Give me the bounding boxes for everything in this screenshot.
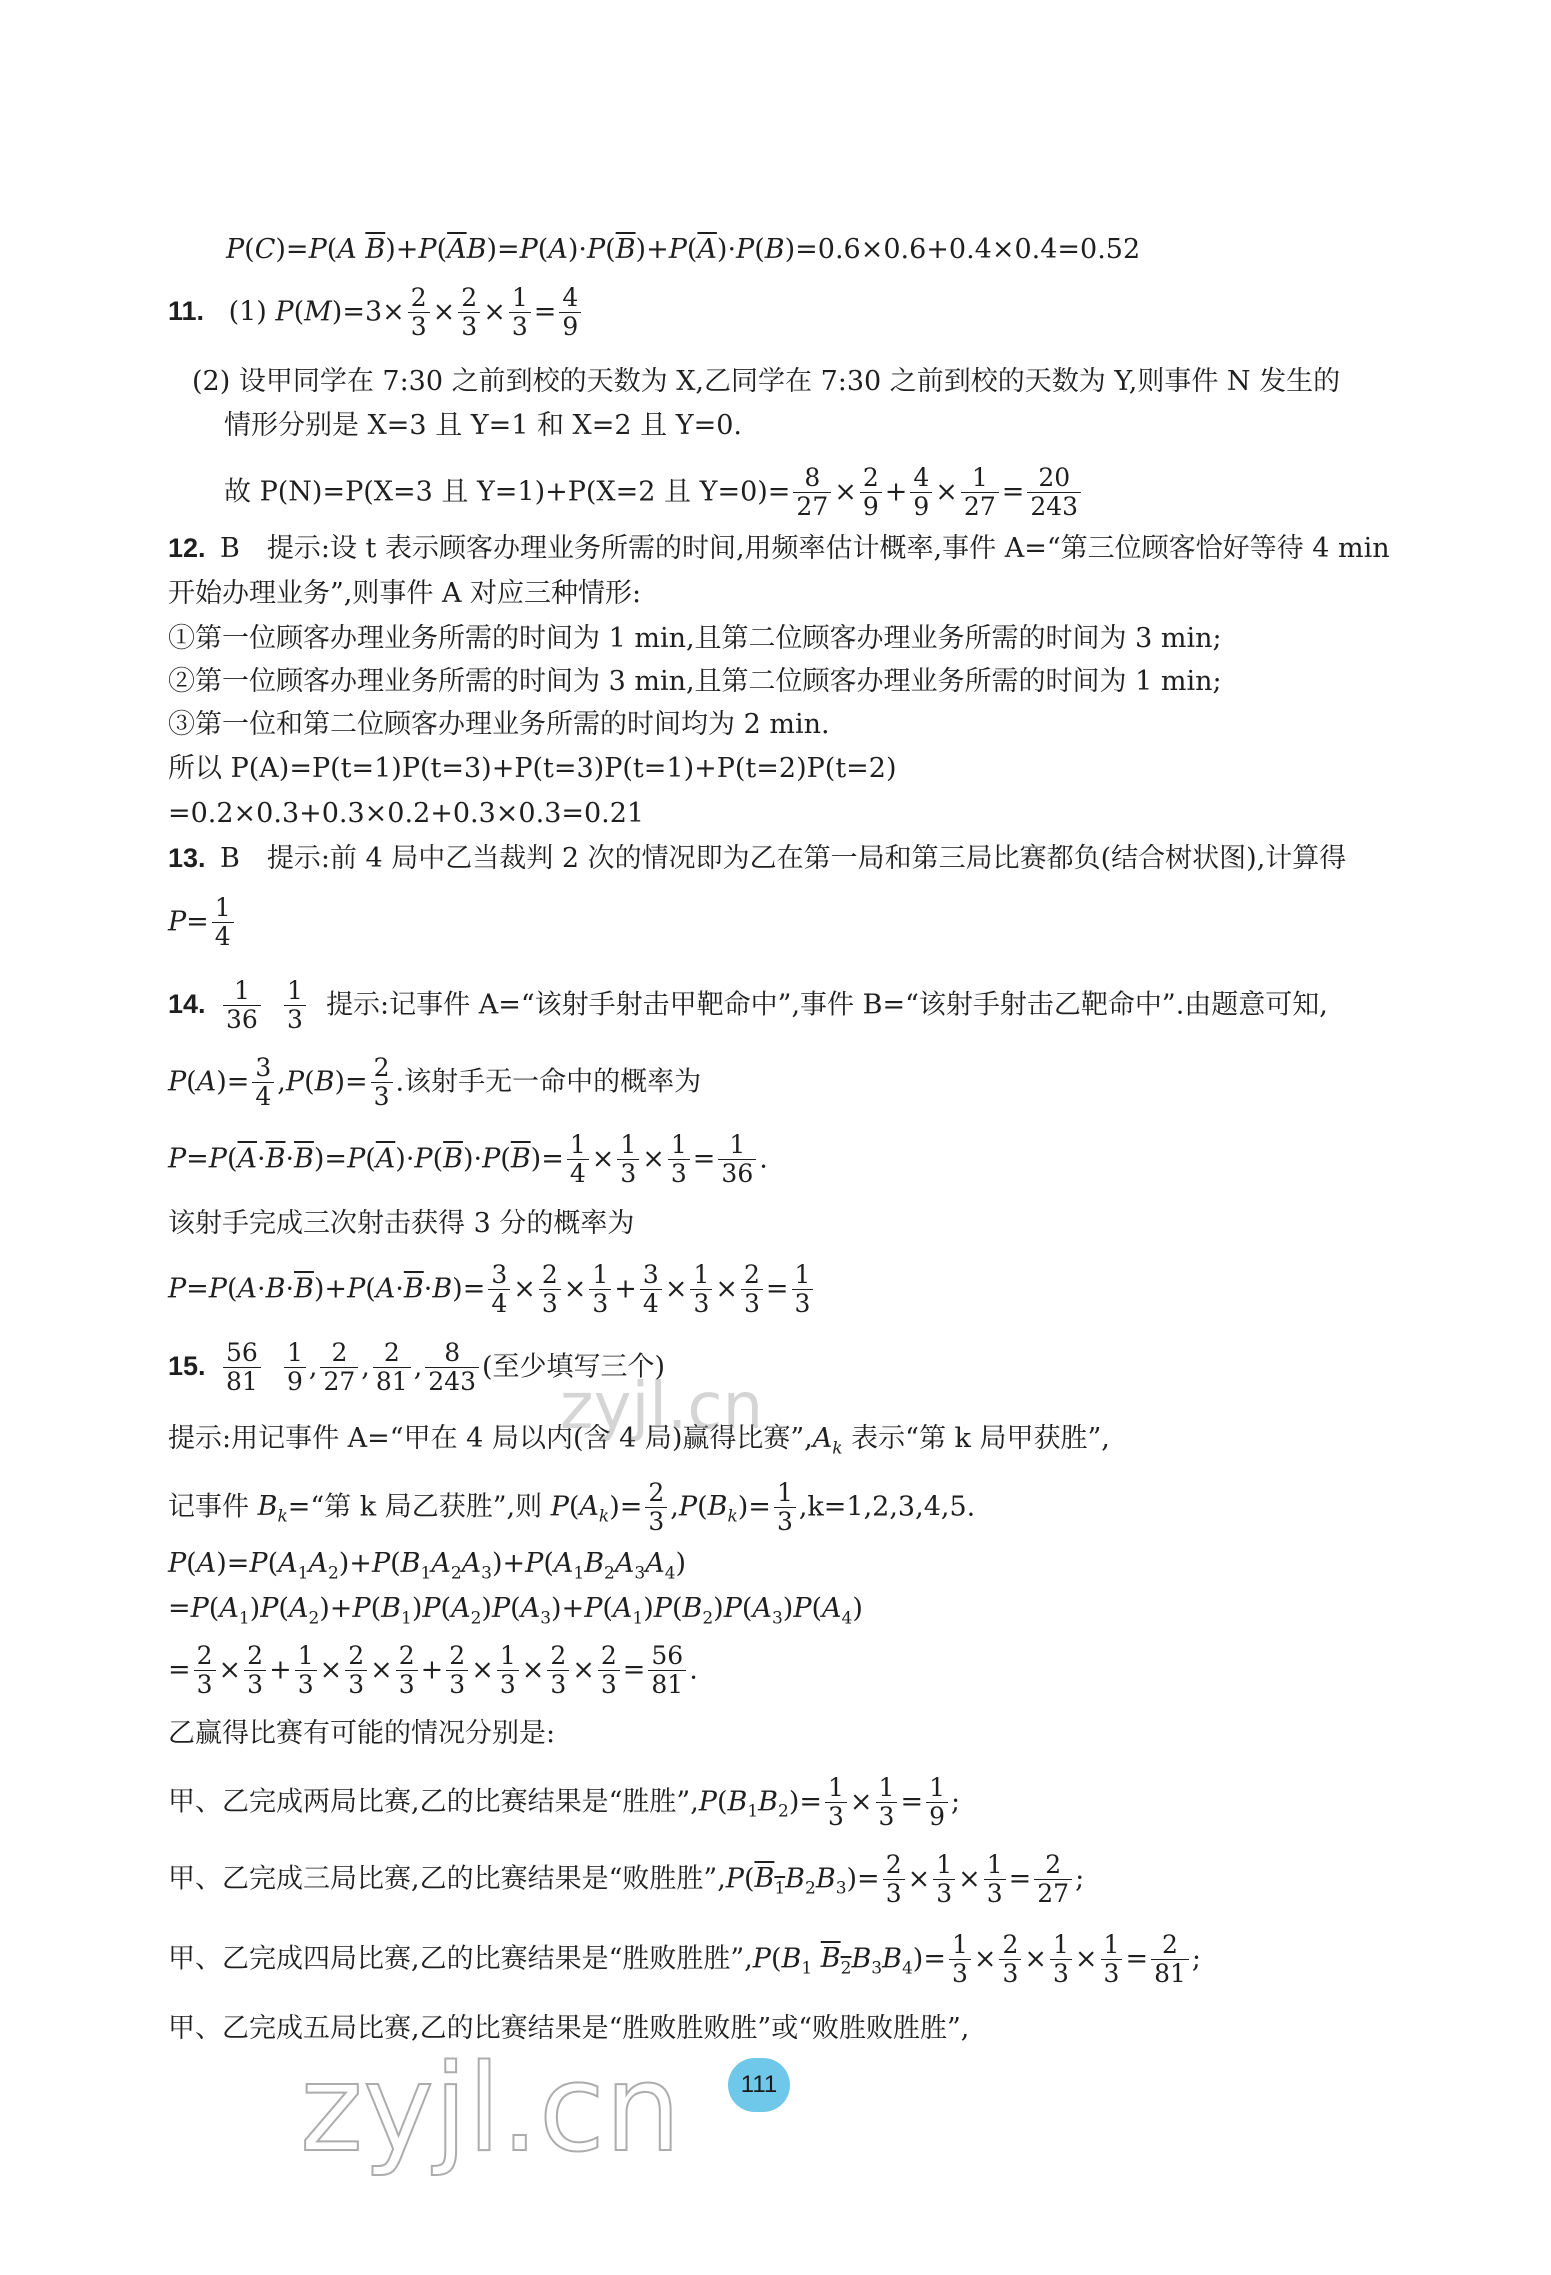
question-number: 15. bbox=[168, 1351, 206, 1382]
q15-hint-2-text: 记事件 bbox=[168, 1491, 249, 1523]
q14-a: 14. $\frac{1}{36}$ $\frac{1}{3}$ 提示:记事件 A=“该射手射击甲靶命中”,事件 B=“该射手射击乙靶命中”.由题意可知, bbox=[168, 976, 1328, 1035]
question-number: 13. bbox=[168, 843, 206, 873]
q15-case-4: 甲、乙完成五局比赛,乙的比赛结果是“胜败胜败胜”或“败胜败胜胜”, bbox=[168, 2013, 970, 2044]
question-number: 14. bbox=[168, 989, 206, 1020]
q12-c: ①第一位顾客办理业务所需的时间为 1 min,且第二位顾客办理业务所需的时间为 3 min; bbox=[168, 623, 1222, 654]
q15-pa-3: = $\frac{2}{3}$ × $\frac{2}{3}$ + $\frac{1}{3}$ × $\frac{2}{3}$ × $\frac{2}{3}$ + $\frac{2}{3}$ × $\frac{1}{3}$ × $\frac{2}{3}$ × $\frac{2}{3}$ = $\frac{56}{81}$ . bbox=[168, 1641, 698, 1700]
q14-d: 该射手完成三次射击获得 3 分的概率为 bbox=[168, 1208, 635, 1239]
q15-hint-1b: 表示“第 k 局甲获胜”, bbox=[851, 1423, 1110, 1454]
formula-pc: P(C)=P(A $\overline{B})+P(\overline{A}B)=P(A)\cdot P(\overline{B})+P(\overline{A})\cdot P(B)=0.6\times 0.6+0.4\times 0.4=0.52$ bbox=[226, 234, 1141, 265]
q11-part2-a: (2) 设甲同学在 7:30 之前到校的天数为 X,乙同学在 7:30 之前到校的天数为 Y,则事件 N 发生的 bbox=[192, 366, 1341, 397]
q15-hint-2b: =“第 k 局乙获胜”,则 bbox=[287, 1491, 543, 1523]
q14-e: $P=P(A\cdot B\cdot\overline{B})+P(A\cdot\overline{B}\cdot B)=$ $\frac{3}{4}$ × $\frac{2}{3}$ × $\frac{1}{3}$ + $\frac{3}{4}$ × $\frac{1}{3}$ × $\frac{2}{3}$ = $\frac{1}{3}$ bbox=[168, 1262, 816, 1318]
q15-pa-1: $P(A)=P(A_1A_2)+P(B_1A_2A_3)+P(A_1B_2A_3A_4)$ bbox=[168, 1548, 687, 1584]
q15-case-2-text: 甲、乙完成三局比赛,乙的比赛结果是“败胜胜”, bbox=[168, 1863, 726, 1895]
q14-b-text: .该射手无一命中的概率为 bbox=[395, 1066, 702, 1098]
q15-hint-2c: ,k=1,2,3,4,5. bbox=[798, 1491, 976, 1523]
q14-note: 提示:记事件 A=“该射手射击甲靶命中”,事件 B=“该射手射击乙靶命中”.由题意可知, bbox=[326, 989, 1328, 1021]
q14-c: $P=P(\overline{A}\cdot\overline{B}\cdot\overline{B})=P(\overline{A})\cdot P(\overline{B})\cdot P(\overline{B})=$ $\frac{1}{4}$ × $\frac{1}{3}$ × $\frac{1}{3}$ = $\frac{1}{36}$ . bbox=[168, 1130, 768, 1189]
q12-g: =0.2×0.3+0.3×0.2+0.3×0.3=0.21 bbox=[168, 798, 645, 829]
q12-a-text: B 提示:设 t 表示顾客办理业务所需的时间,用频率估计概率,事件 A=“第三位顾客恰好等待 4 min bbox=[220, 533, 1390, 564]
q13-a bbox=[168, 845, 1346, 872]
q15-a: 15. $\frac{56}{81}$ $\frac{1}{9}$ , $\frac{2}{27}$ , $\frac{2}{81}$ , $\frac{8}{243}$ (至少填写三个) bbox=[168, 1338, 666, 1397]
q15-note: (至少填写三个) bbox=[482, 1351, 666, 1383]
q15-hint-2: 记事件 $B_k=“$第 k 局乙获胜”,则 $P(A_k)=$ $\frac{2}{3}$ $,P(B_k)=$ $\frac{1}{3}$ ,k=1,2,3,4,5. bbox=[168, 1478, 976, 1537]
watermark-bottom: zyjl.cn bbox=[300, 2040, 681, 2179]
q12-b: 开始办理业务”,则事件 A 对应三种情形: bbox=[168, 578, 642, 609]
q15-case-2: 甲、乙完成三局比赛,乙的比赛结果是“败胜胜$”,P(B_1B_2B_3)=$ $\frac{2}{3}$ × $\frac{1}{3}$ × $\frac{1}{3}$ = $\frac{2}{27}$ ; bbox=[168, 1850, 1085, 1909]
q15-case-1: 甲、乙完成两局比赛,乙的比赛结果是“胜胜$”,P(B_1B_2)=$ $\frac{1}{3}$ × $\frac{1}{3}$ = $\frac{1}{9}$ ; bbox=[168, 1773, 961, 1832]
q12-a bbox=[168, 535, 1390, 562]
watermark-middle: zyjl.cn bbox=[560, 1370, 764, 1444]
q13-b: P= $\frac{1}{4}$ bbox=[168, 895, 237, 951]
q12-f: 所以 P(A)=P(t=1)P(t=3)+P(t=3)P(t=1)+P(t=2)P(t=2) bbox=[168, 753, 897, 784]
q11-part2-c-text: 故 P(N)=P(X=3 且 Y=1)+P(X=2 且 Y=0)= bbox=[224, 476, 791, 508]
q11-part2-b: 情形分别是 X=3 且 Y=1 和 X=2 且 Y=0. bbox=[224, 410, 742, 441]
q15-yi: 乙赢得比赛有可能的情况分别是: bbox=[168, 1718, 556, 1749]
q15-case-1-text: 甲、乙完成两局比赛,乙的比赛结果是“胜胜”, bbox=[168, 1786, 699, 1818]
q15-pa-2: $=P(A_1)P(A_2)+P(B_1)P(A_2)P(A_3)+P(A_1)P(B_2)P(A_3)P(A_4)$ bbox=[168, 1593, 863, 1629]
q14-b: P(A)= $\frac{3}{4}$ ,P(B)= $\frac{2}{3}$ .该射手无一命中的概率为 bbox=[168, 1053, 702, 1112]
q15-hint-1: 提示:用记事件 A=“甲在 4 局以内(含 4 局)赢得比赛$”,A_k$ 表示“第 k 局甲获胜”, bbox=[168, 1423, 1110, 1459]
q15-case-3: 甲、乙完成四局比赛,乙的比赛结果是“胜败胜胜$”,P(B_1$ $B_2B_3B_4)=$ $\frac{1}{3}$ × $\frac{2}{3}$ × $\frac{1}{3}$ × $\frac{1}{3}$ = $\frac{2}{81}$ ; bbox=[168, 1930, 1201, 1989]
q15-case-3-text: 甲、乙完成四局比赛,乙的比赛结果是“胜败胜胜”, bbox=[168, 1943, 753, 1975]
question-number: 12. bbox=[168, 533, 206, 563]
question-number: 11. bbox=[168, 296, 205, 327]
q13-a-text: B 提示:前 4 局中乙当裁判 2 次的情况即为乙在第一局和第三局比赛都负(结合树状图),计算得 bbox=[220, 843, 1347, 874]
q12-d: ②第一位顾客办理业务所需的时间为 3 min,且第二位顾客办理业务所需的时间为 1 min; bbox=[168, 666, 1222, 697]
q15-hint-1-text: 提示:用记事件 A=“甲在 4 局以内(含 4 局)赢得比赛”, bbox=[168, 1423, 813, 1454]
q11-part1: 11. (1) P(M)=3× $\frac{2}{3}$ × $\frac{2}{3}$ × $\frac{1}{3}$ = $\frac{4}{9}$ bbox=[168, 285, 584, 341]
q11-part2-c: 故 P(N)=P(X=3 且 Y=1)+P(X=2 且 Y=0)= $\frac{8}{27}$ × $\frac{2}{9}$ + $\frac{4}{9}$ × $\frac{1}{27}$ = $\frac{20}{243}$ bbox=[224, 465, 1084, 521]
q12-e: ③第一位和第二位顾客办理业务所需的时间均为 2 min. bbox=[168, 709, 830, 740]
page-number: 111 bbox=[728, 2058, 790, 2112]
